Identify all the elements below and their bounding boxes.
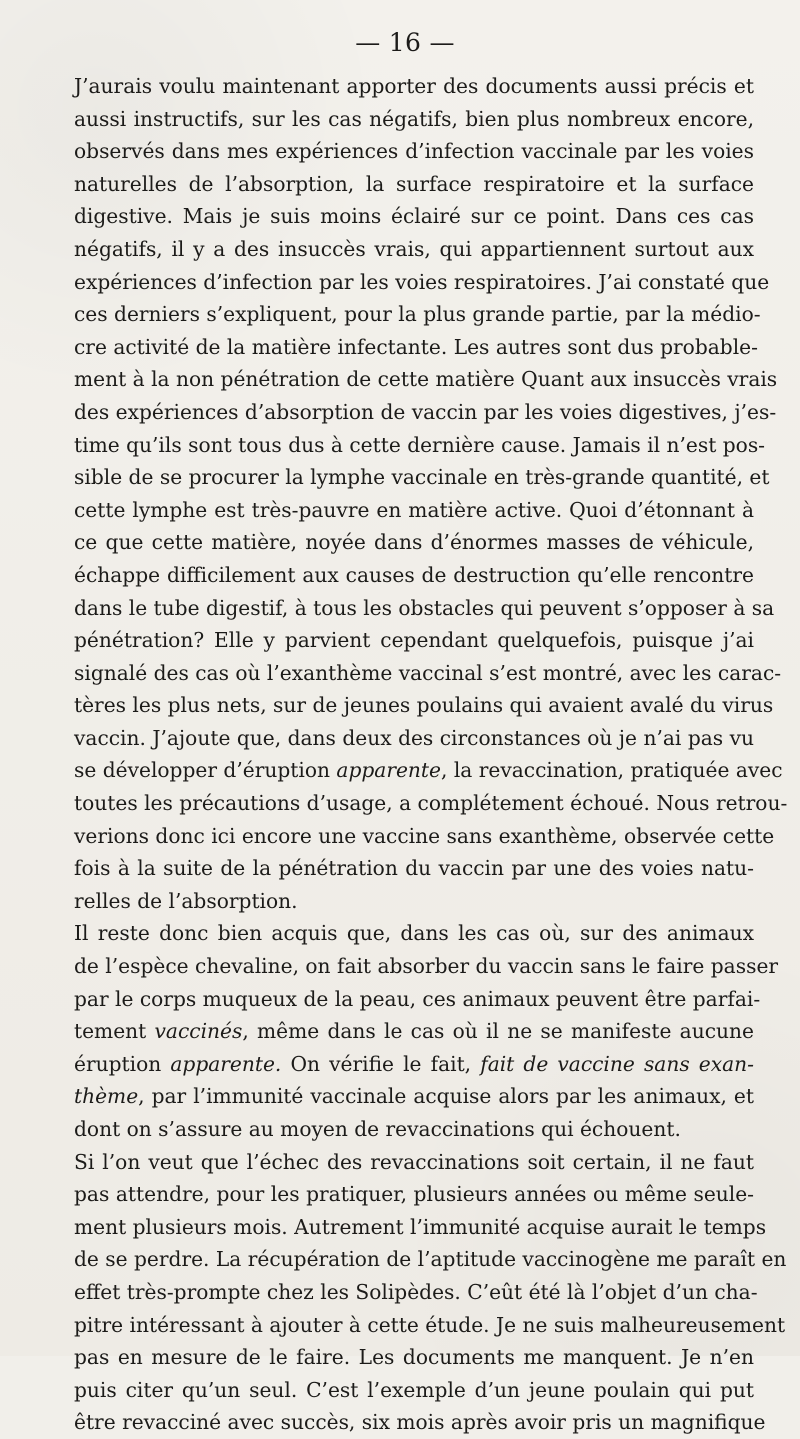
- italic-text: apparente.: [170, 1051, 282, 1076]
- text-line: J’aurais voulu maintenant apporter des documents aussi précis et: [74, 74, 754, 98]
- text-line: puis citer qu’un seul. C’est l’exemple d’un jeune poulain qui put: [74, 1377, 754, 1402]
- text-line: être revacciné avec succès, six mois après avoir pris un magnifique: [74, 1410, 766, 1435]
- italic-text: vaccinés: [154, 1019, 243, 1044]
- text-line: tères les plus nets, sur de jeunes poulains qui avaient avalé du virus: [74, 693, 774, 718]
- text-line: des expériences d’absorption de vaccin par les voies digestives, j’es-: [74, 399, 777, 424]
- text-line: ment plusieurs mois. Autrement l’immunité acquise aurait le temps: [74, 1214, 767, 1239]
- text-line: toutes les précautions d’usage, a complétement échoué. Nous retrou-: [74, 791, 788, 816]
- text-line: échappe difficilement aux causes de destruction qu’elle rencontre: [74, 562, 754, 587]
- text-line: Si l’on veut que l’échec des revaccinations soit certain, il ne faut: [74, 1149, 754, 1174]
- text-line: [56, 1048, 754, 1081]
- text-line: pas attendre, pour les pratiquer, plusieurs années ou même seule-: [74, 1182, 754, 1207]
- text-line: ces derniers s’expliquent, pour la plus grande partie, par la médio-: [74, 302, 761, 327]
- body-text: [56, 70, 788, 1439]
- text-line: observés dans mes expériences d’infection vaccinale par les voies: [74, 139, 754, 164]
- text-line: pitre intéressant à ajouter à cette étude. Je ne suis malheureusement: [74, 1312, 786, 1337]
- text-segment: , même dans le cas où il ne se manifeste aucune: [242, 1019, 754, 1044]
- text-line: fois à la suite de la pénétration du vaccin par une des voies natu-: [74, 856, 754, 881]
- text-line: digestive. Mais je suis moins éclairé sur ce point. Dans ces cas: [74, 204, 754, 229]
- text-line: pénétration? Elle y parvient cependant quelquefois, puisque j’ai: [74, 628, 754, 653]
- text-line: effet très-prompte chez les Solipèdes. C’eût été là l’objet d’un cha-: [74, 1279, 758, 1304]
- text-line: vaccin. J’ajoute que, dans deux des circonstances où je n’ai pas vu: [74, 725, 754, 750]
- text-line: [56, 1015, 754, 1048]
- text-line: cette lymphe est très-pauvre en matière active. Quoi d’étonnant à: [74, 497, 754, 522]
- text-line: aussi instructifs, sur les cas négatifs, bien plus nombreux encore,: [74, 106, 754, 131]
- text-line: [56, 1080, 754, 1113]
- text-line: verions donc ici encore une vaccine sans exanthème, observée cette: [74, 823, 775, 848]
- text-line: Il reste donc bien acquis que, dans les cas où, sur des animaux: [74, 921, 754, 946]
- text-segment: On vérifie le fait,: [281, 1051, 481, 1076]
- text-segment: , par l’immunité vaccinale acquise alors par les animaux, et: [138, 1084, 754, 1109]
- paragraph: [56, 917, 779, 1145]
- text-line: de se perdre. La récupération de l’aptitude vaccinogène me paraît en: [74, 1247, 787, 1272]
- text-line: signalé des cas où l’exanthème vaccinal s’est montré, avec les carac-: [74, 660, 782, 685]
- text-segment: tement: [74, 1019, 155, 1044]
- text-line: dans le tube digestif, à tous les obstacles qui peuvent s’opposer à sa: [74, 595, 775, 620]
- italic-text: fait de vaccine sans exan-: [480, 1051, 754, 1076]
- text-line: relles de l’absorption.: [74, 888, 298, 913]
- text-line: ment à la non pénétration de cette matière Quant aux insuccès vrais: [74, 367, 778, 392]
- text-line: dont on s’assure au moyen de revaccinations qui échouent.: [74, 1117, 681, 1141]
- text-segment: se développer d’éruption: [74, 758, 337, 783]
- text-line: cre activité de la matière infectante. Les autres sont dus probable-: [74, 334, 758, 359]
- text-line: de l’espèce chevaline, on fait absorber du vaccin sans le faire passer: [74, 954, 779, 979]
- paragraph: [56, 1146, 787, 1439]
- text-line: expériences d’infection par les voies respiratoires. J’ai constaté que: [74, 269, 770, 294]
- text-line: time qu’ils sont tous dus à cette dernière cause. Jamais il n’est pos-: [74, 432, 765, 457]
- italic-text: thème: [74, 1084, 139, 1109]
- italic-text: apparente: [336, 758, 441, 783]
- page-number: — 16 —: [355, 28, 455, 57]
- text-line: négatifs, il y a des insuccès vrais, qui appartiennent surtout aux: [74, 236, 754, 261]
- text-segment: éruption: [74, 1051, 171, 1076]
- text-line: [56, 754, 783, 787]
- text-line: par le corps muqueux de la peau, ces animaux peuvent être parfai-: [74, 986, 761, 1011]
- text-line: naturelles de l’absorption, la surface respiratoire et la surface: [74, 171, 754, 196]
- text-line: pas en mesure de le faire. Les documents me manquent. Je n’en: [74, 1345, 754, 1370]
- text-segment: , la revaccination, pratiquée avec: [441, 758, 783, 783]
- text-line: sible de se procurer la lymphe vaccinale en très-grande quantité, et: [74, 465, 770, 490]
- text-line: ce que cette matière, noyée dans d’énormes masses de véhicule,: [74, 530, 754, 555]
- paragraph: [56, 70, 788, 917]
